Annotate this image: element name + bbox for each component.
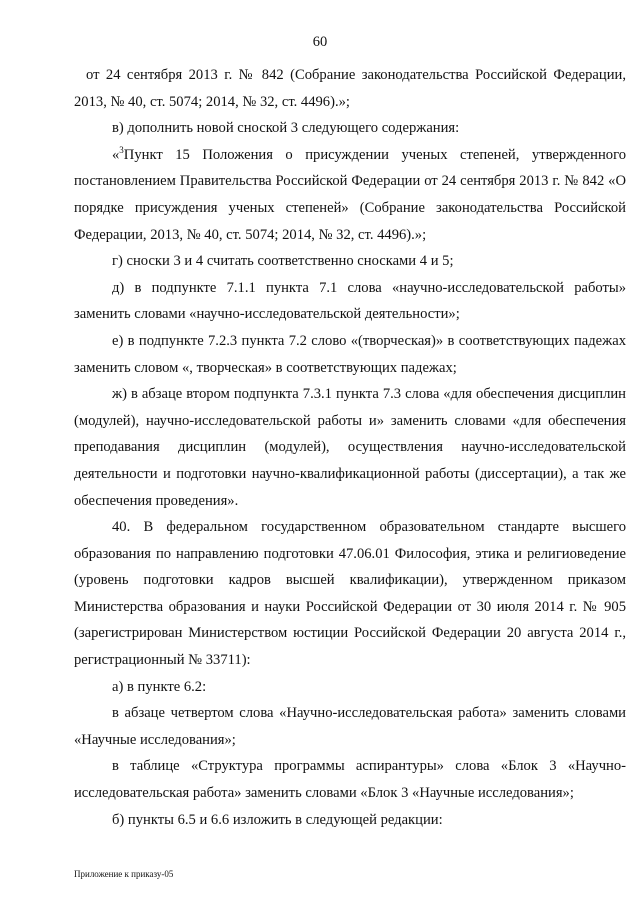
paragraph-item-v: в) дополнить новой сноской 3 следующего содержания: (112, 120, 460, 137)
paragraph-table-structure: в таблице «Структура программы аспирантуры» слова «Блок 3 «Научно-исследовательская работа» заменить словами «Блок 3 «Научные исследования»; (74, 758, 626, 802)
page-number: 60 (312, 34, 328, 50)
paragraph-item-e: е) в подпункте 7.2.3 пункта 7.2 слово «(творческая)» в соответствующих падежах заменить словом «, творческая» в соответствующих падежах; (74, 332, 626, 376)
paragraph-item-zh: ж) в абзаце втором подпункта 7.3.1 пункта 7.3 слова «для обеспечения дисциплин (модулей), научно-исследовательской работы и» заменить словами «для обеспечения преподавания дисциплин (модулей), осуществления научно-исследовательской деятельности и подготовки научно-квалификационной работы (диссертации), а так же обеспечения проведения». (74, 386, 626, 509)
paragraph-abzac-4: в абзаце четвертом слова «Научно-исследовательская работа» заменить словами «Научные исследования»; (74, 705, 626, 748)
paragraph-footnote-3 (74, 142, 626, 248)
footnote-text: Пункт 15 Положения о присуждении ученых степеней, утвержденного постановлением Правительства Российской Федерации от 24 сентября 2013 г. № 842 «О порядке присуждения ученых степеней» (Собрание законодательства Российской Федерации, 2013, № 40, ст. 5074; 2014, № 32, ст. 4496).»; (74, 146, 626, 243)
paragraph-item-d: д) в подпункте 7.1.1 пункта 7.1 слова «научно-исследовательской работы» заменить словами «научно-исследовательской деятельности»; (74, 279, 626, 323)
paragraph-item-a: а) в пункте 6.2: (112, 678, 207, 695)
paragraph-section-40: 40. В федеральном государственном образовательном стандарте высшего образования по направлению подготовки 47.06.01 Философия, этика и религиоведение (уровень подготовки кадров высшей квалификации), утвержденном приказом Министерства образования и науки Российской Федерации от 30 июля 2014 г. № 905 (зарегистрирован Министерством юстиции Российской Федерации 20 августа 2014 г., регистрационный № 33711): (74, 519, 626, 669)
paragraph-item-b: б) пункты 6.5 и 6.6 изложить в следующей редакции: (112, 811, 443, 828)
paragraph-item-g: г) сноски 3 и 4 считать соответственно сносками 4 и 5; (112, 253, 454, 270)
open-quote: « (112, 146, 120, 163)
footer-note: Приложение к приказу-05 (74, 869, 174, 879)
footnote-marker: 3 (119, 144, 124, 155)
document-body (74, 62, 626, 833)
paragraph-continuation: от 24 сентября 2013 г. № 842 (Собрание законодательства Российской Федерации, 2013, № 40, ст. 5074; 2014, № 32, ст. 4496).»; (74, 67, 626, 110)
